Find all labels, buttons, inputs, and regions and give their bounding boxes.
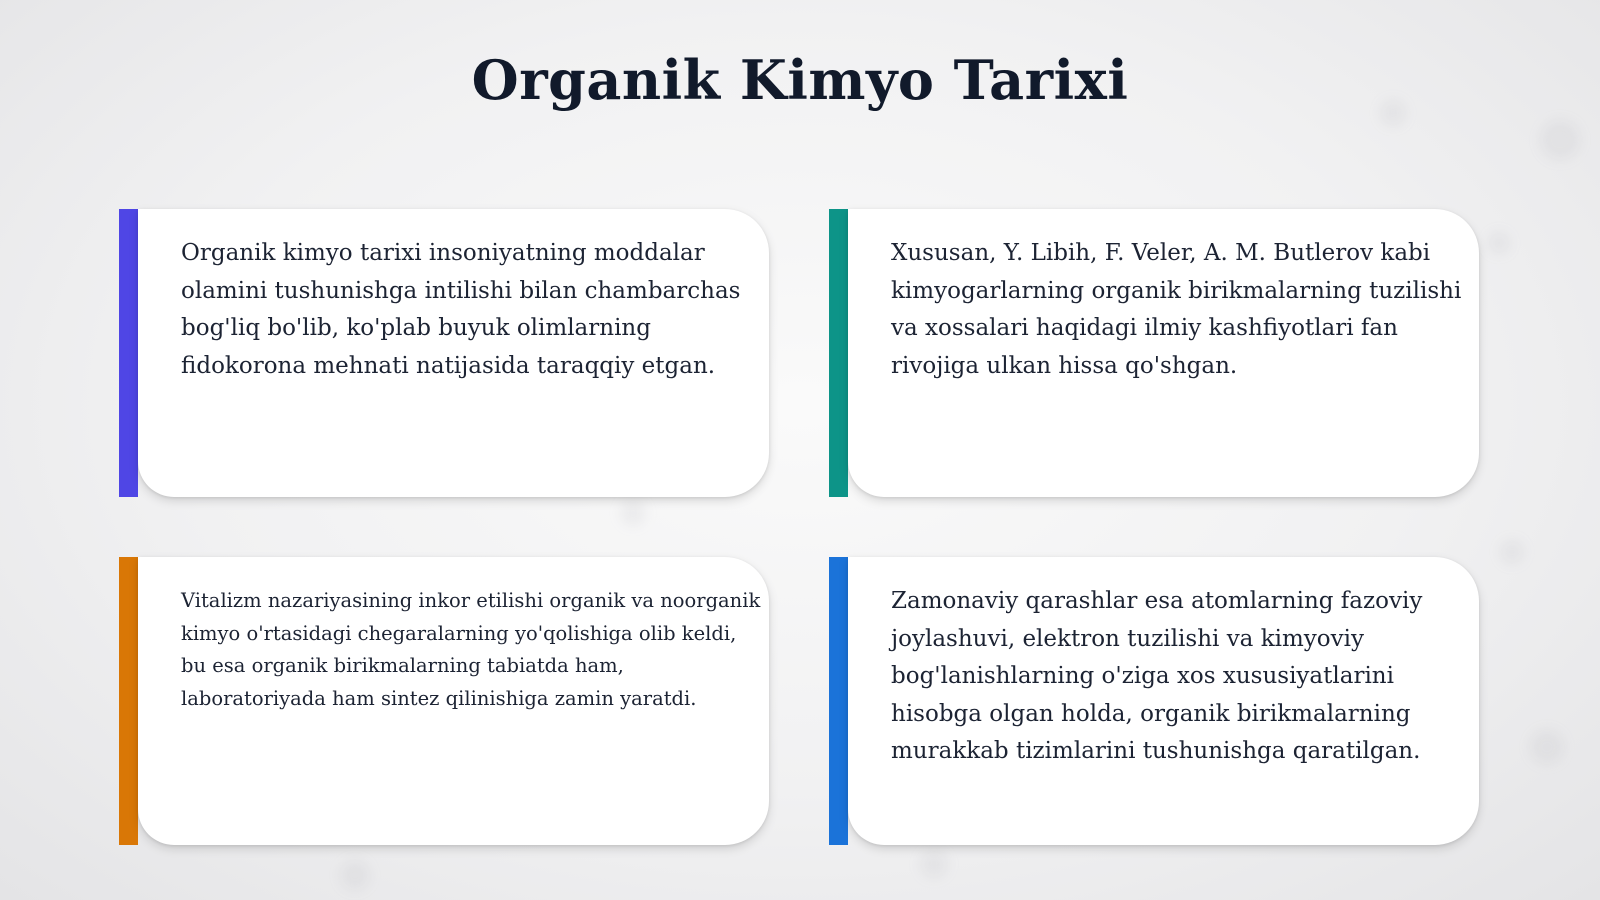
card-body	[138, 557, 769, 845]
card-accent-bar	[829, 209, 848, 497]
background-blob	[1488, 232, 1510, 254]
background-blob	[1500, 540, 1524, 564]
card-accent-bar	[119, 209, 138, 497]
card-accent-bar	[829, 557, 848, 845]
card-body	[848, 209, 1479, 497]
info-card-1	[119, 209, 769, 497]
background-blob	[1540, 120, 1580, 160]
info-card-3	[119, 557, 769, 845]
background-blob	[1530, 730, 1564, 764]
card-accent-bar	[119, 557, 138, 845]
card-body	[138, 209, 769, 497]
background-blob	[340, 860, 370, 890]
card-body	[848, 557, 1479, 845]
info-card-2	[829, 209, 1479, 497]
card-text: Xususan, Y. Libih, F. Veler, A. M. Butlerov kabi kimyogarlarning organik birikmalarning tuzilishi va xossalari haqidagi ilmiy kashfiyotlari fan rivojiga ulkan hissa qo'shgan.	[891, 240, 1462, 379]
background-blob	[620, 500, 646, 526]
card-text: Zamonaviy qarashlar esa atomlarning fazoviy joylashuvi, elektron tuzilishi va kimyoviy bog'lanishlarning o'ziga xos xususiyatlarini hisobga olgan holda, organik birikmalarning murakkab tizimlarini tushunishga qaratilgan.	[891, 588, 1423, 764]
page-title: Organik Kimyo Tarixi	[471, 48, 1129, 112]
card-text: Organik kimyo tarixi insoniyatning moddalar olamini tushunishga intilishi bilan chambarchas bog'liq bo'lib, ko'plab buyuk olimlarning fidokorona mehnati natijasida taraqqiy etgan.	[181, 240, 741, 379]
info-card-4	[829, 557, 1479, 845]
background-blob	[920, 850, 948, 878]
card-text: Vitalizm nazariyasining inkor etilishi organik va noorganik kimyo o'rtasidagi chegaralarning yo'qolishiga olib keldi, bu esa organik birikmalarning tabiatda ham, laboratoriyada ham sintez qilinishiga zamin yaratdi.	[181, 589, 761, 710]
